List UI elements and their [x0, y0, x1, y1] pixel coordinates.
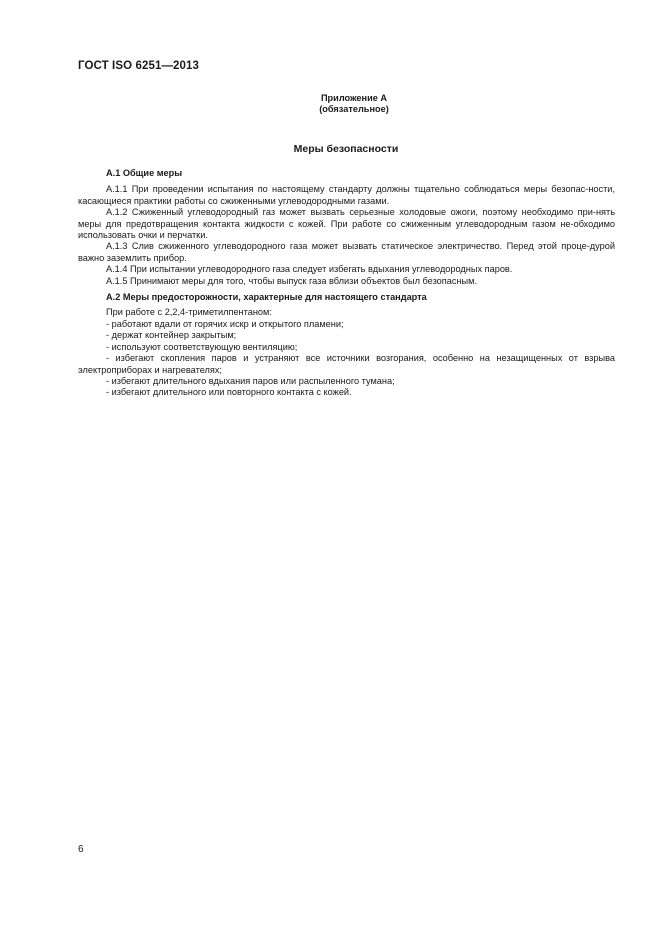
- list-item: - работают вдали от горячих искр и открытого пламени;: [106, 318, 344, 329]
- paragraph-a2-intro: При работе с 2,2,4-триметилпентаном:: [106, 307, 272, 318]
- list-item: - используют соответствующую вентиляцию;: [106, 341, 298, 352]
- list-item: - избегают скопления паров и устраняют все источники возгорания, особенно на незащищенных от взрыва электроприборах и нагревателях;: [78, 353, 615, 375]
- document-body: [78, 168, 615, 399]
- paragraph-a1-1: А.1.1 При проведении испытания по настоящему стандарту должны тщательно соблюдаться меры безопас-ности, касающиеся практики работы со сжиженными углеводородными газами.: [78, 184, 615, 206]
- section-a1-heading: А.1 Общие меры: [106, 168, 183, 178]
- paragraph-a1-5: А.1.5 Принимают меры для того, чтобы выпуск газа вблизи объектов был безопасным.: [106, 275, 478, 286]
- section-a2-heading: А.2 Меры предосторожности, характерные для настоящего стандарта: [106, 292, 427, 303]
- paragraph-a1-3: А.1.3 Слив сжиженного углеводородного газа может вызвать статическое электричество. Перед этой проце-дурой важно заземлить прибор.: [78, 241, 615, 263]
- paragraph-a1-2: А.1.2 Сжиженный углеводородный газ может вызвать серьезные холодовые ожоги, поэтому необходимо при-нять меры для предотвращения контакта жидкости с кожей. При работе со сжиженным углеводородным газом не-обходимо использовать очки и перчатки.: [78, 207, 615, 241]
- document-code: ГОСТ ISO 6251—2013: [78, 60, 200, 72]
- section-title: Меры безопасности: [293, 143, 399, 155]
- paragraph-a1-4: А.1.4 При испытании углеводородного газа следует избегать вдыхания углеводородных паров.: [106, 264, 513, 275]
- list-item: - держат контейнер закрытым;: [106, 330, 237, 341]
- list-item: - избегают длительного вдыхания паров или распыленного тумана;: [106, 375, 395, 386]
- annex-status: (обязательное): [319, 104, 389, 114]
- page-number: 6: [78, 844, 84, 855]
- annex-title: Приложение А: [320, 93, 388, 103]
- list-item: - избегают длительного или повторного контакта с кожей.: [106, 387, 352, 398]
